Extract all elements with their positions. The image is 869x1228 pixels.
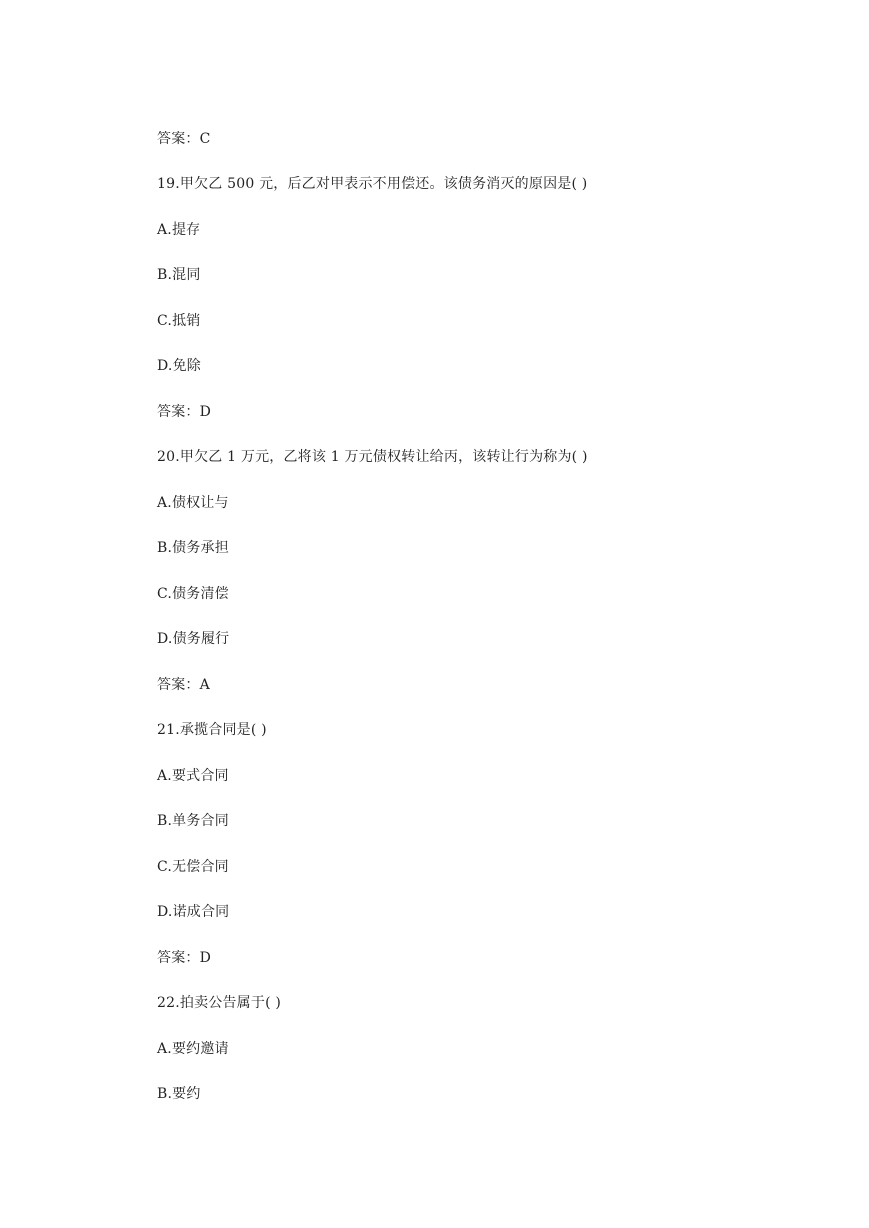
- answer-line: 答案：A: [157, 677, 210, 693]
- option-line: D.债务履行: [157, 631, 230, 647]
- option-line: B.单务合同: [157, 813, 229, 829]
- option-line: D.免除: [157, 358, 201, 374]
- option-line: B.混同: [157, 267, 201, 283]
- option-line: C.债务清偿: [157, 586, 229, 602]
- question-21: 21.承揽合同是( ): [157, 722, 267, 738]
- option-line: A.要式合同: [157, 768, 229, 784]
- answer-line: 答案：D: [157, 950, 212, 966]
- option-line: B.债务承担: [157, 540, 229, 556]
- option-line: A.债权让与: [157, 495, 229, 511]
- answer-line: 答案：D: [157, 404, 212, 420]
- option-line: C.无偿合同: [157, 859, 229, 875]
- option-line: C.抵销: [157, 313, 201, 329]
- option-line: A.要约邀请: [157, 1041, 229, 1057]
- option-line: A.提存: [157, 222, 201, 238]
- question-20: 20.甲欠乙 1 万元，乙将该 1 万元债权转让给丙，该转让行为称为( ): [157, 449, 588, 465]
- question-19: 19.甲欠乙 500 元，后乙对甲表示不用偿还。该债务消灭的原因是( ): [157, 176, 588, 192]
- question-22: 22.拍卖公告属于( ): [157, 995, 282, 1011]
- option-line: B.要约: [157, 1086, 201, 1102]
- answer-line: 答案：C: [157, 131, 211, 147]
- option-line: D.诺成合同: [157, 904, 230, 920]
